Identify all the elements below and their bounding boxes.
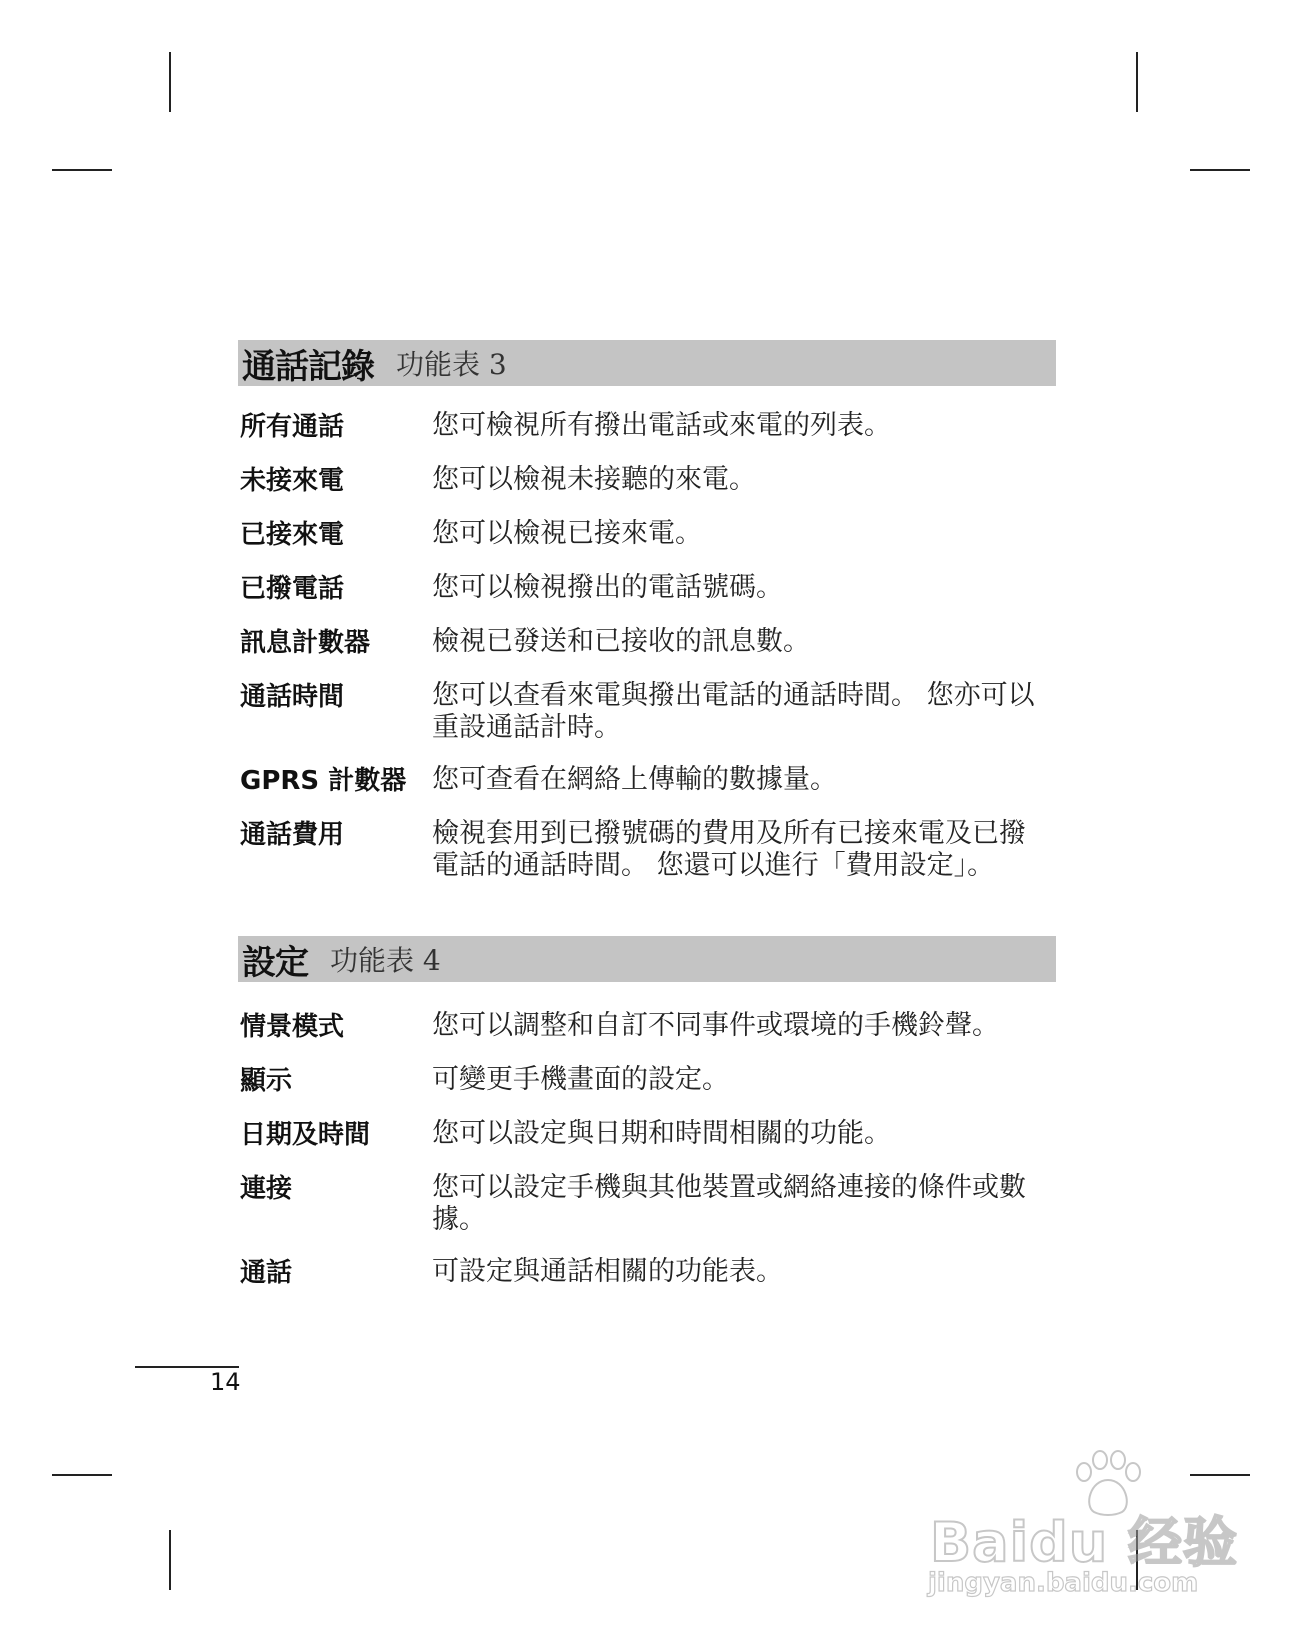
baidu-jingyan-watermark <box>918 1450 1248 1600</box>
entry-label: 通話費用 <box>240 820 345 850</box>
entry-label: 通話時間 <box>240 682 345 712</box>
watermark-brand: Baidu 经验 <box>930 1511 1239 1574</box>
section-title: 通話記錄 <box>242 346 374 387</box>
entry-description: 可變更手機畫面的設定。 <box>432 1064 729 1095</box>
entry-description: 您可以查看來電與撥出電話的通話時間。 您亦可以重設通話計時。 <box>432 680 1035 743</box>
entry-connectivity <box>240 1172 1070 1236</box>
entry-description: 您可以設定與日期和時間相關的功能。 <box>432 1118 891 1149</box>
section-title: 設定 <box>242 942 308 983</box>
section-subtitle: 功能表 4 <box>330 944 441 977</box>
page-number: 14 <box>210 1368 241 1396</box>
entry-profiles <box>240 1010 1070 1044</box>
entry-label: 所有通話 <box>240 412 345 442</box>
entry-date-time <box>240 1118 1070 1152</box>
entry-description: 您可以設定手機與其他裝置或網絡連接的條件或數據。 <box>432 1172 1026 1235</box>
entry-description: 檢視已發送和已接收的訊息數。 <box>432 626 810 657</box>
entry-description: 可設定與通話相關的功能表。 <box>432 1256 783 1287</box>
entry-description: 您可以調整和自訂不同事件或環境的手機鈴聲。 <box>432 1010 999 1041</box>
crop-mark-top-right-horizontal <box>1190 169 1250 171</box>
crop-mark-bottom-left-horizontal <box>52 1474 112 1476</box>
entry-call-costs <box>240 818 1070 882</box>
entry-label: 情景模式 <box>240 1012 345 1042</box>
crop-mark-top-left-horizontal <box>52 169 112 171</box>
watermark-url: jingyan.baidu.com <box>928 1568 1199 1598</box>
entry-label: 日期及時間 <box>240 1120 371 1150</box>
crop-mark-top-right-vertical <box>1136 52 1138 112</box>
entry-description: 檢視套用到已撥號碼的費用及所有已接來電及已撥電話的通話時間。 您還可以進行「費用設定」。 <box>432 818 1026 881</box>
crop-mark-bottom-left-vertical <box>169 1530 171 1590</box>
entry-message-counter <box>240 626 1070 660</box>
entry-call <box>240 1256 1070 1290</box>
entry-gprs-counter <box>240 764 1070 798</box>
section-header-call-log <box>238 340 1056 386</box>
entry-received-calls <box>240 518 1070 552</box>
entry-dialed-calls <box>240 572 1070 606</box>
entry-label: 訊息計數器 <box>240 628 371 658</box>
entry-display <box>240 1064 1070 1098</box>
crop-mark-top-left-vertical <box>169 52 171 112</box>
entry-call-duration <box>240 680 1070 744</box>
entry-label: 顯示 <box>240 1066 293 1096</box>
entry-description: 您可以檢視已接來電。 <box>432 518 702 549</box>
entry-description: 您可以檢視撥出的電話號碼。 <box>432 572 783 603</box>
entry-label: 連接 <box>240 1174 293 1204</box>
entry-label: GPRS 計數器 <box>240 766 407 796</box>
entry-description: 您可以檢視未接聽的來電。 <box>432 464 756 495</box>
entry-description: 您可查看在網絡上傳輸的數據量。 <box>432 764 837 795</box>
entry-label: 已撥電話 <box>240 574 345 604</box>
entry-all-calls <box>240 410 1070 444</box>
entry-label: 未接來電 <box>240 466 345 496</box>
section-subtitle: 功能表 3 <box>396 348 507 381</box>
entry-label: 通話 <box>240 1258 293 1288</box>
section-header-settings <box>238 936 1056 982</box>
entry-label: 已接來電 <box>240 520 345 550</box>
settings-entries <box>240 1010 1070 1310</box>
entry-description: 您可檢視所有撥出電話或來電的列表。 <box>432 410 891 441</box>
call-log-entries <box>240 410 1070 902</box>
entry-missed-calls <box>240 464 1070 498</box>
